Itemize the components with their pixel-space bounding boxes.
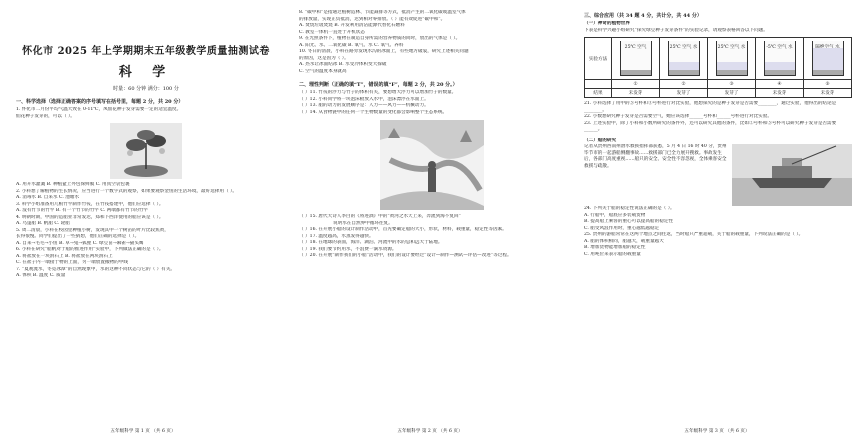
question-text: 6. 小科在研究“船帆对于船的推进作用”实验中，下列做法正确的是（ ）。 bbox=[16, 247, 164, 252]
answer-options: A. 焚烧垃圾焚烧 B. 开发利用清洁能源代替化石燃料 bbox=[299, 23, 405, 28]
ship-photo bbox=[732, 144, 852, 206]
answer-options: A. 将盐放在一块滑石上 B. 将盐放在两块滑石上 bbox=[16, 253, 113, 259]
question-text: 2. 小科想了解植物的生长情况，应当进行一个数字式的观察，如果要观察金鱼的生活环境，最好选择用（ ）。 bbox=[16, 188, 237, 194]
result-cell: 未发芽 bbox=[804, 89, 852, 98]
beaker-cell bbox=[804, 38, 852, 80]
beaker-number: ① bbox=[612, 80, 660, 89]
subsection-heading: （二）船的研究 bbox=[584, 137, 617, 143]
judge-item: 说明水在自然界中循环往复。 bbox=[333, 220, 393, 226]
judge-item: （ ）14. 从食物链中的任何一个生物数量的变化都会影响整个生态系统。 bbox=[299, 109, 448, 115]
question-text: 8. “碳中和”是指通过植树造林、节能减排等方式，抵消产生的二氧化碳或温室气体 bbox=[299, 10, 466, 15]
beaker-icon: 25℃ 空气 水 bbox=[716, 41, 748, 76]
answer-options: A. 阳光、水、二氧化碳 B. 氧气、水 C. 氧气、养料 bbox=[299, 42, 404, 48]
judge-item: （ ）11. 竹筏的浮力与竹子的体积有关，要想增大浮力可以增加竹子的数量。 bbox=[299, 90, 457, 95]
answer-options: C. 空气的温度本身就高 bbox=[299, 68, 347, 74]
beaker-icon bbox=[812, 41, 844, 76]
table-row-label bbox=[585, 80, 612, 89]
beaker-number: ⑤ bbox=[804, 80, 852, 89]
question-text: 23. 上述实验中，除了小科和小数所研究的条件外，还可以研究其他的条件，比如②号杯和⑤号杯可以研究种子发芽是否需要______。 bbox=[584, 120, 837, 132]
subject-title: 科 学 bbox=[118, 65, 174, 80]
question-text: 的排放量，实现正负抵消，达到相对零排放。（ ）能有效促进“碳中和”。 bbox=[299, 16, 446, 22]
page-footer: 五年级科学 第 1 页 （共 6 页） bbox=[110, 429, 176, 434]
section-heading: 二、理性判断（正确的填“T”，错误的填“F”，每题 2 分，共 20 分。） bbox=[299, 82, 458, 88]
section-heading: 一、科学选择（选择正确答案的序号填写在括号里，每题 2 分，共 20 分） bbox=[16, 99, 184, 105]
exam-page-1 bbox=[0, 0, 286, 440]
beaker-icon: 25℃ 空气 水 bbox=[668, 41, 700, 76]
question-text: 3. 科学小组准备用几根竹竿制作竹筏，在竹筏搭建中，他们应选择（ ）。 bbox=[16, 201, 164, 207]
beaker-cell bbox=[708, 38, 756, 80]
result-cell: 未发芽 bbox=[612, 89, 660, 98]
judge-item: （ ）15. 唐代大诗人李白的《将进酒》中的“黄河之水天上来，奔流到海不复回” bbox=[299, 214, 461, 219]
exam-title: 怀化市 2025 年上学期期末五年级教学质量抽测试卷 bbox=[22, 46, 270, 57]
answer-options: A. 自来→毛毛→小鱼 B. 草→兔→狐狸 C. 绿豆苗→麻雀→猫头鹰 bbox=[16, 240, 144, 246]
answer-options: C. 教室一体机一直处于开机状态 bbox=[299, 29, 365, 35]
exam-page-2 bbox=[287, 0, 573, 440]
beaker-icon: -5℃ 空气 水 bbox=[764, 41, 796, 76]
result-cell: 未发芽 bbox=[756, 89, 804, 98]
answer-option: B. 提高船上乘客的重心可以提高船的稳定性 bbox=[584, 219, 673, 224]
judge-item: （ ）19. 我们要节约用水，不浪费一滴水资源。 bbox=[299, 246, 397, 252]
judge-item: （ ）17. 温度越高，水蒸发得越快。 bbox=[299, 233, 374, 239]
question-text: 的原因，这是因为（ ）。 bbox=[299, 55, 349, 61]
answer-options: C. 在盐子内一端接于物的上面，另一端放置搬物的中线 bbox=[16, 260, 128, 265]
plant-photo bbox=[110, 123, 182, 179]
question-text: 长得很慢。同学们提出了一些猜想，他们正确的选择是（ ）。 bbox=[16, 234, 140, 239]
result-cell: 发芽了 bbox=[660, 89, 708, 98]
question-text: 5. 周二清晨，小科在校园里种植小树，发现其中一个树苗的叶片比较焦黄， bbox=[16, 227, 169, 233]
question-text: 1. 怀化市二月份平均气温大致在 0-11℃，凤仙花种子发芽需要一定的适宜温度。 bbox=[16, 107, 182, 112]
answer-option: A. 行船中，船底应多装载货物 bbox=[584, 212, 646, 218]
answer-options: A. 体积 B. 温度 C. 质量 bbox=[16, 273, 66, 278]
intro-text: 下表是科学兴趣小组研究“探究绿豆种子发芽条件”的实验记录，请观察表格回答以下问题。 bbox=[584, 27, 768, 33]
answer-option: B. 增加货物能增加船的稳定性 bbox=[584, 245, 646, 250]
answer-options: A. 消毒水 B. 自来水 C. 池塘水 bbox=[16, 195, 80, 200]
exam-page-3 bbox=[574, 0, 860, 440]
page-footer: 五年级科学 第 2 页 （共 6 页） bbox=[397, 429, 463, 434]
beaker-cell bbox=[612, 38, 660, 80]
question-text: 4. 明朝时期，中国的造船业非常发达，郑和下西洋使用的船应该是（ ）。 bbox=[16, 214, 164, 220]
question-text: 22. 小数想研究种子发芽是否需要空气，她应该选择______号杯和______号杯进行对比实验。 bbox=[584, 114, 772, 119]
beaker-cell bbox=[756, 38, 804, 80]
question-text: 7. “夏观流水，冬觅冰潭”的自然现象中，水的这种不同状态与它的（ ）有关。 bbox=[16, 266, 176, 272]
judge-item: （ ）18. 在地球的表面，海洋、湖泊、河流中的水的总和远大于陆地。 bbox=[299, 240, 443, 245]
question-text: 9. 在光照条件下，植物在制造自身所需的营养物质的同时，放出的气体是（ ）。 bbox=[299, 36, 461, 41]
question-text: 10. 冬日的清晨，小科在路旁发现水沟的冰面上，有些地方破裂，研究上述相关问题 bbox=[299, 49, 469, 54]
answer-option: C. 用吨位来表示船的载重量 bbox=[584, 251, 641, 257]
judge-item: （ ）20. 在开展“制作我们的小船”活动中，我们的设计要经过“设计—制作—测试—评估—改进”等过程。 bbox=[299, 253, 512, 258]
question-text: 仙花种子发芽的，可以（ ）。 bbox=[16, 113, 75, 119]
beaker-cell bbox=[660, 38, 708, 80]
experiment-table bbox=[584, 37, 852, 98]
subsection-heading: （一）神奇的植物世界 bbox=[584, 21, 630, 26]
beaker-number: ③ bbox=[708, 80, 756, 89]
section-heading: 三、综合应用（共 34 题 4 分，共计分，共 44 分） bbox=[584, 13, 702, 19]
answer-option: C. 船受风浪作用时，重心越低越稳定 bbox=[584, 225, 660, 231]
beaker-number: ② bbox=[660, 80, 708, 89]
beaker-icon: 25℃ 空气 bbox=[620, 41, 652, 76]
ship-article bbox=[584, 144, 852, 206]
river-painting bbox=[380, 120, 484, 210]
question-text: 21. 小科选择了用中的⑤号杯和③号杯进行对比实验，他想探究的是种子发芽是否需要________，通过实验，他得出的结论是________。 bbox=[584, 101, 837, 113]
question-text: 25. 贵州的游船常常在这两个地点之间往返，当时船只严重超载，关于船的载重量，下列说法正确的是（ ）。 bbox=[584, 232, 804, 237]
judge-item: （ ）12. 小科同学将一块泡沫板放入水中，泡沫漂浮在水面上。 bbox=[299, 96, 429, 102]
beaker-number: ④ bbox=[756, 80, 804, 89]
judge-item: （ ）16. 在开展小船的设计制作活动中，首先要确定船的大小，形状，材料，载重量，稳定性等因素。 bbox=[299, 227, 507, 232]
exam-meta: 时量：60 分钟 满分：100 分 bbox=[113, 86, 179, 92]
table-row-label: 结果 bbox=[585, 89, 612, 98]
article-text: 记者从贵州西南州潜水救援指挥部获悉，5 月 4 日 16 时 40 分，贵州毕节市的一起游船侧翻事故……救援部门已全力展开搜救。事故发生后，各部门高度重视……船只的安全、安全性不容忽视，全体乘客安全救援与疏散。 bbox=[584, 144, 727, 169]
answer-options: A. 乌篷船 B. 帆船 C. 轮船 bbox=[16, 221, 70, 226]
result-cell: 发芽了 bbox=[708, 89, 756, 98]
answer-options: A. 用开水灌溉 B. 种植盆上外包保鲜膜 C. 用真空袋包裹 bbox=[16, 182, 130, 187]
judge-item: （ ）13. 船的动力的发展顺序是：人力——风力——机械动力。 bbox=[299, 103, 429, 108]
answer-options: A. 没有竹节的竹竿 B. 有一个竹节的竹竿 C. 两端都有竹节的竹竿 bbox=[16, 208, 148, 213]
table-row-label: 实验方法 bbox=[585, 38, 612, 80]
page-footer: 五年级科学 第 3 页 （共 6 页） bbox=[684, 429, 750, 434]
answer-option: A. 船的体积相同，船越大，载重量越大 bbox=[584, 238, 664, 244]
question-text: 24. 下列关于船的稳定性说法正确的是（ ）。 bbox=[584, 206, 675, 211]
answer-options: A. 热水让冰面结冰 B. 水受冷体积变大撑破 bbox=[299, 62, 387, 67]
